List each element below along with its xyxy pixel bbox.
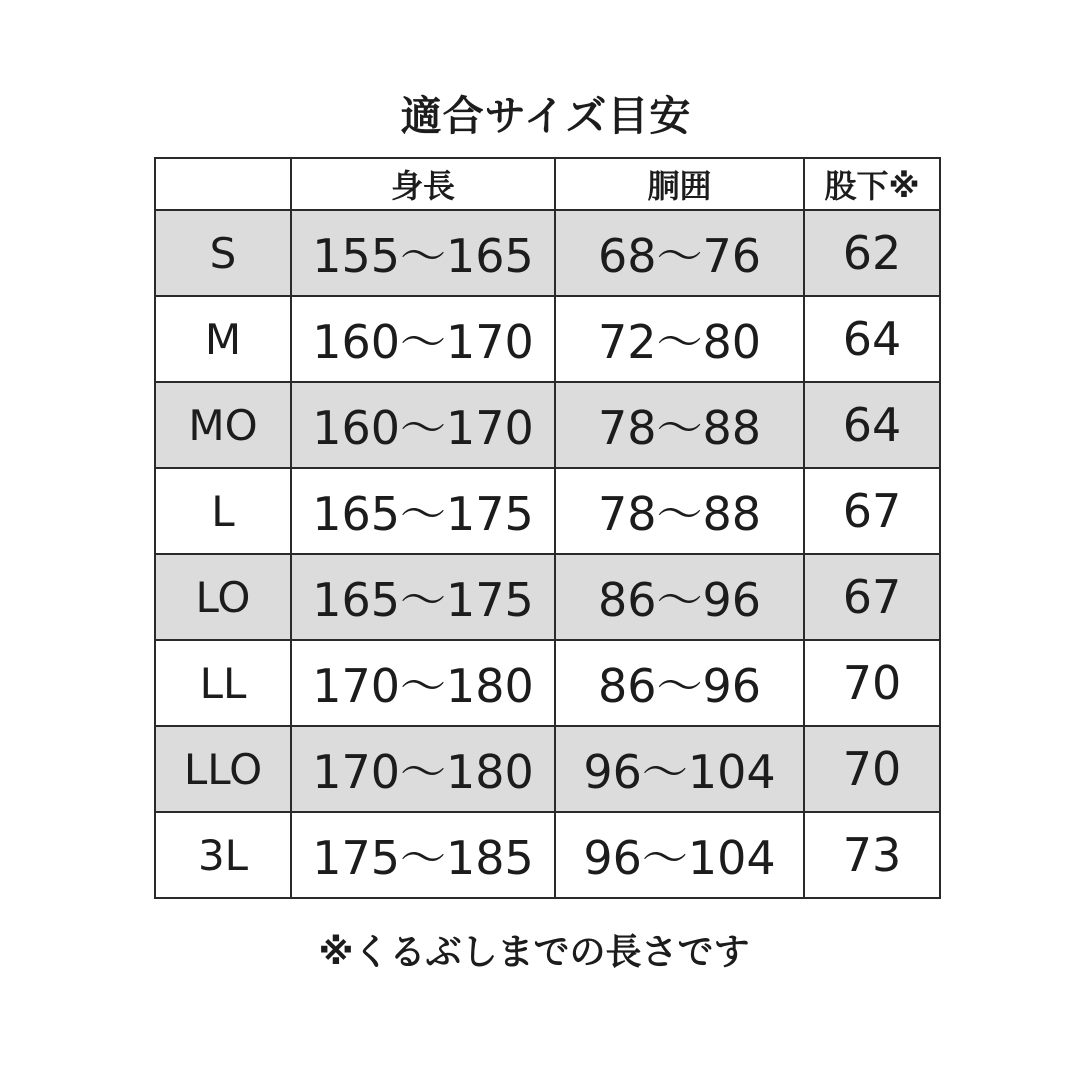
waist-cell: 96〜104 (555, 726, 804, 812)
waist-cell: 86〜96 (555, 640, 804, 726)
waist-cell: 78〜88 (555, 468, 804, 554)
inseam-cell: 64 (804, 296, 940, 382)
waist-cell: 86〜96 (555, 554, 804, 640)
waist-cell: 96〜104 (555, 812, 804, 898)
table-row (155, 554, 940, 640)
size-cell: S (155, 210, 291, 296)
table-row (155, 640, 940, 726)
inseam-cell: 67 (804, 554, 940, 640)
size-cell: LL (155, 640, 291, 726)
table-row (155, 468, 940, 554)
inseam-cell: 70 (804, 726, 940, 812)
footnote: ※くるぶしまでの長さです (318, 932, 750, 973)
table-header-row (155, 158, 940, 210)
table-row (155, 382, 940, 468)
size-cell: LO (155, 554, 291, 640)
table-row (155, 812, 940, 898)
size-cell: L (155, 468, 291, 554)
size-cell: MO (155, 382, 291, 468)
table-body (155, 210, 940, 898)
inseam-cell: 67 (804, 468, 940, 554)
waist-cell: 72〜80 (555, 296, 804, 382)
table-row (155, 296, 940, 382)
height-cell: 165〜175 (291, 468, 555, 554)
height-cell: 165〜175 (291, 554, 555, 640)
size-cell: M (155, 296, 291, 382)
table-row (155, 210, 940, 296)
size-table (154, 157, 941, 899)
header-size (155, 158, 291, 210)
inseam-cell: 73 (804, 812, 940, 898)
inseam-cell: 62 (804, 210, 940, 296)
chart-title: 適合サイズ目安 (400, 92, 692, 140)
height-cell: 155〜165 (291, 210, 555, 296)
height-cell: 160〜170 (291, 382, 555, 468)
header-waist: 胴囲 (555, 158, 804, 210)
height-cell: 170〜180 (291, 640, 555, 726)
height-cell: 160〜170 (291, 296, 555, 382)
inseam-cell: 64 (804, 382, 940, 468)
inseam-cell: 70 (804, 640, 940, 726)
header-height: 身長 (291, 158, 555, 210)
height-cell: 175〜185 (291, 812, 555, 898)
size-cell: LLO (155, 726, 291, 812)
height-cell: 170〜180 (291, 726, 555, 812)
header-inseam: 股下※ (804, 158, 940, 210)
waist-cell: 68〜76 (555, 210, 804, 296)
waist-cell: 78〜88 (555, 382, 804, 468)
table-row (155, 726, 940, 812)
size-cell: 3L (155, 812, 291, 898)
